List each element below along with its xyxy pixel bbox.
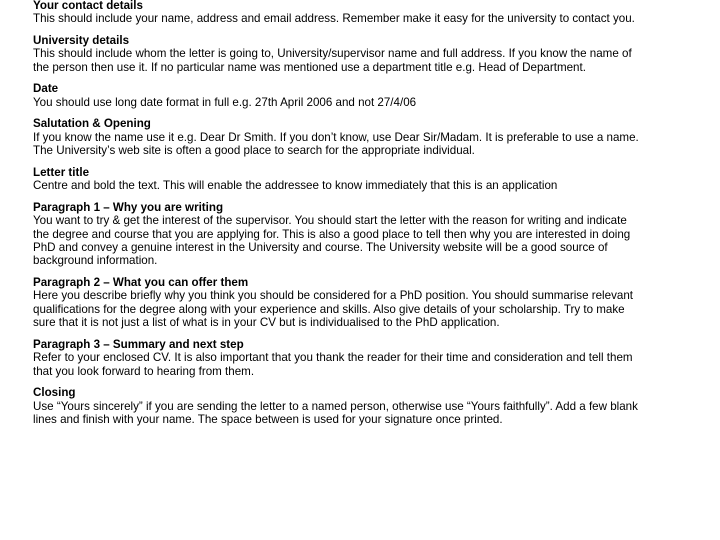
- section-letter-title: [33, 166, 715, 193]
- text-line: Use “Yours sincerely” if you are sending the letter to a named person, otherwise use “Yours faithfully”. Add a few blank: [33, 399, 638, 413]
- section-heading: Closing: [33, 386, 76, 400]
- text-line: the degree and course that you are applying for. This is also a good place to tell then why you are interested in doing: [33, 227, 631, 241]
- section-heading: Paragraph 2 – What you can offer them: [33, 276, 249, 290]
- text-line: lines and finish with your name. The space between is used for your signature once printed.: [33, 413, 503, 427]
- section-paragraph-3: [33, 338, 715, 378]
- text-line: PhD and convey a genuine interest in the University and course. The University website will be a good source of: [33, 241, 608, 255]
- section-text: [33, 289, 715, 329]
- section-closing: [33, 386, 715, 426]
- text-line: sure that it is not just a list of what is in your CV but is individualised to the PhD application.: [33, 316, 500, 330]
- section-date: [33, 82, 715, 109]
- section-text: [33, 351, 715, 378]
- text-line: Here you describe briefly why you think you should be considered for a PhD position. You should summarise relevant: [33, 289, 633, 303]
- section-text: [33, 47, 715, 74]
- text-line: Refer to your enclosed CV. It is also important that you thank the reader for their time and consideration and tell them: [33, 351, 633, 365]
- section-heading: Letter title: [33, 165, 90, 179]
- text-line: that you look forward to hearing from them.: [33, 364, 255, 378]
- section-text: [33, 179, 715, 192]
- section-heading: Date: [33, 82, 59, 96]
- text-line: If you know the name use it e.g. Dear Dr Smith. If you don’t know, use Dear Sir/Madam. It is preferable to use a name.: [33, 130, 639, 144]
- section-salutation-opening: [33, 117, 715, 157]
- section-text: [33, 96, 715, 109]
- text-line: You want to try & get the interest of the supervisor. You should start the letter with the reason for writing and indicate: [33, 214, 627, 228]
- text-line: The University’s web site is often a good place to search for the appropriate individual.: [33, 144, 475, 158]
- document-page: [33, 0, 715, 435]
- text-line: This should include whom the letter is going to, University/supervisor name and full address. If you know the name of: [33, 47, 632, 61]
- section-text: [33, 131, 715, 158]
- section-paragraph-2: [33, 276, 715, 330]
- section-heading: Salutation & Opening: [33, 117, 151, 131]
- section-contact-details: [33, 0, 715, 26]
- text-line: qualifications for the degree along with your experience and skills. Also give details of your scholarship. Try to make: [33, 302, 625, 316]
- text-line: the person then use it. If no particular name was mentioned use a department title e.g. Head of Department.: [33, 60, 586, 74]
- section-heading: Paragraph 1 – Why you are writing: [33, 200, 224, 214]
- text-line: Centre and bold the text. This will enable the addressee to know immediately that this is an application: [33, 179, 558, 193]
- section-text: [33, 214, 715, 268]
- section-paragraph-1: [33, 201, 715, 268]
- text-line: background information.: [33, 254, 158, 268]
- section-text: [33, 12, 715, 25]
- section-text: [33, 400, 715, 427]
- text-line: This should include your name, address and email address. Remember make it easy for the university to contact you.: [33, 12, 635, 26]
- section-heading: Paragraph 3 – Summary and next step: [33, 337, 244, 351]
- section-university-details: [33, 34, 715, 74]
- text-line: You should use long date format in full e.g. 27th April 2006 and not 27/4/06: [33, 95, 417, 109]
- section-heading: Your contact details: [33, 0, 143, 12]
- section-heading: University details: [33, 34, 130, 47]
